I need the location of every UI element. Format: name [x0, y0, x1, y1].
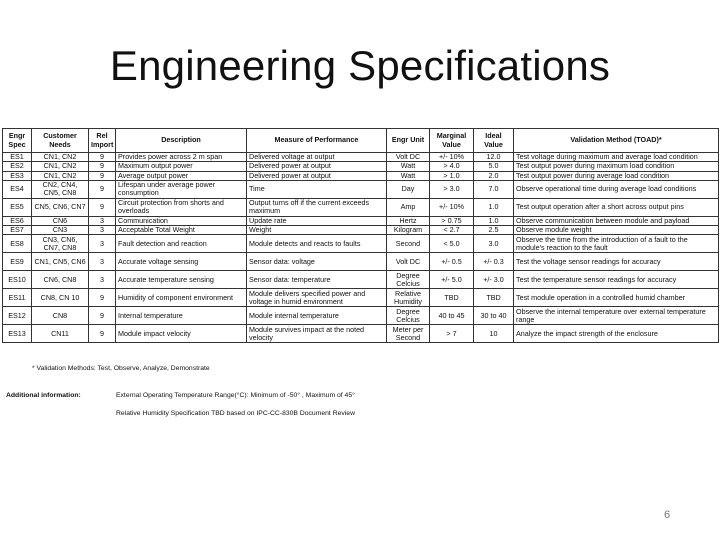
cell-validation-method: Observe module weight	[514, 226, 719, 235]
header-engr-spec: Engr Spec	[3, 129, 32, 153]
cell-engr-unit: Degree Celcius	[387, 307, 430, 325]
cell-marginal-value: > 3.0	[430, 180, 474, 198]
cell-validation-method: Test output power during maximum load condition	[514, 162, 719, 171]
table-row	[3, 271, 719, 289]
cell-marginal-value: +/- 10%	[430, 153, 474, 162]
cell-customer-needs: CN11	[32, 325, 89, 343]
cell-marginal-value: < 2.7	[430, 226, 474, 235]
cell-rel-import: 3	[89, 216, 116, 225]
table-body	[3, 153, 719, 343]
cell-description: Maximum output power	[116, 162, 247, 171]
cell-validation-method: Test the temperature sensor readings for accuracy	[514, 271, 719, 289]
cell-validation-method: Observe the time from the introduction of a fault to the module's reaction to the fault	[514, 235, 719, 253]
cell-engr-spec: ES2	[3, 162, 32, 171]
cell-ideal-value: 10	[474, 325, 514, 343]
cell-rel-import: 9	[89, 198, 116, 216]
header-engr-unit: Engr Unit	[387, 129, 430, 153]
cell-engr-unit: Volt DC	[387, 253, 430, 271]
cell-engr-spec: ES13	[3, 325, 32, 343]
cell-ideal-value: 2.5	[474, 226, 514, 235]
header-rel-import: Rel Import	[89, 129, 116, 153]
cell-customer-needs: CN8	[32, 307, 89, 325]
cell-ideal-value: 30 to 40	[474, 307, 514, 325]
cell-rel-import: 3	[89, 253, 116, 271]
cell-engr-unit: Relative Humidity	[387, 289, 430, 307]
additional-info-label: Additional information:	[6, 392, 81, 399]
cell-marginal-value: > 1.0	[430, 171, 474, 180]
cell-ideal-value: 1.0	[474, 216, 514, 225]
header-customer-needs: Customer Needs	[32, 129, 89, 153]
cell-ideal-value: 1.0	[474, 198, 514, 216]
cell-ideal-value: 2.0	[474, 171, 514, 180]
cell-customer-needs: CN2, CN4, CN5, CN8	[32, 180, 89, 198]
cell-ideal-value: 5.0	[474, 162, 514, 171]
cell-marginal-value: 40 to 45	[430, 307, 474, 325]
cell-ideal-value: TBD	[474, 289, 514, 307]
cell-ideal-value: +/- 3.0	[474, 271, 514, 289]
header-description: Description	[116, 129, 247, 153]
cell-engr-unit: Watt	[387, 171, 430, 180]
cell-description: Accurate temperature sensing	[116, 271, 247, 289]
cell-description: Communication	[116, 216, 247, 225]
cell-marginal-value: +/- 5.0	[430, 271, 474, 289]
cell-description: Internal temperature	[116, 307, 247, 325]
temperature-range-note: External Operating Temperature Range(°C): Minimum of -50° , Maximum of 45°	[116, 392, 355, 399]
cell-rel-import: 3	[89, 226, 116, 235]
cell-measure: Delivered voltage at output	[247, 153, 387, 162]
page-number: 6	[664, 509, 671, 521]
cell-customer-needs: CN3	[32, 226, 89, 235]
cell-marginal-value: +/- 0.5	[430, 253, 474, 271]
cell-marginal-value: > 0.75	[430, 216, 474, 225]
cell-ideal-value: 12.0	[474, 153, 514, 162]
cell-description: Humidity of component environment	[116, 289, 247, 307]
cell-customer-needs: CN1, CN2	[32, 171, 89, 180]
cell-rel-import: 9	[89, 325, 116, 343]
cell-engr-unit: Volt DC	[387, 153, 430, 162]
cell-customer-needs: CN6, CN8	[32, 271, 89, 289]
cell-measure: Module detects and reacts to faults	[247, 235, 387, 253]
cell-marginal-value: > 7	[430, 325, 474, 343]
cell-engr-unit: Meter per Second	[387, 325, 430, 343]
table-header-row	[3, 129, 719, 153]
cell-description: Average output power	[116, 171, 247, 180]
cell-engr-spec: ES12	[3, 307, 32, 325]
table-row	[3, 216, 719, 225]
cell-ideal-value: +/- 0.3	[474, 253, 514, 271]
cell-engr-spec: ES3	[3, 171, 32, 180]
cell-engr-spec: ES9	[3, 253, 32, 271]
table-row	[3, 198, 719, 216]
humidity-note: Relative Humidity Specification TBD based on IPC-CC-830B Document Review	[116, 410, 355, 417]
cell-rel-import: 3	[89, 235, 116, 253]
cell-rel-import: 9	[89, 171, 116, 180]
cell-description: Module impact velocity	[116, 325, 247, 343]
cell-marginal-value: TBD	[430, 289, 474, 307]
cell-validation-method: Test voltage during maximum and average load condition	[514, 153, 719, 162]
cell-rel-import: 9	[89, 180, 116, 198]
cell-validation-method: Observe operational time during average load conditions	[514, 180, 719, 198]
table-row	[3, 307, 719, 325]
cell-customer-needs: CN1, CN2	[32, 153, 89, 162]
cell-engr-unit: Second	[387, 235, 430, 253]
cell-customer-needs: CN8, CN 10	[32, 289, 89, 307]
table-row	[3, 180, 719, 198]
cell-measure: Delivered power at output	[247, 171, 387, 180]
cell-customer-needs: CN1, CN2	[32, 162, 89, 171]
cell-rel-import: 9	[89, 307, 116, 325]
cell-validation-method: Test output power during average load condition	[514, 171, 719, 180]
cell-measure: Module survives impact at the noted velocity	[247, 325, 387, 343]
cell-rel-import: 9	[89, 153, 116, 162]
cell-engr-spec: ES5	[3, 198, 32, 216]
table-row	[3, 235, 719, 253]
cell-engr-spec: ES8	[3, 235, 32, 253]
cell-engr-spec: ES11	[3, 289, 32, 307]
cell-ideal-value: 3.0	[474, 235, 514, 253]
header-marginal-value: Marginal Value	[430, 129, 474, 153]
cell-engr-unit: Day	[387, 180, 430, 198]
cell-engr-spec: ES4	[3, 180, 32, 198]
header-measure-of-performance: Measure of Performance	[247, 129, 387, 153]
cell-engr-spec: ES1	[3, 153, 32, 162]
table-row	[3, 325, 719, 343]
table-row	[3, 162, 719, 171]
cell-measure: Sensor data: temperature	[247, 271, 387, 289]
table-row	[3, 226, 719, 235]
cell-description: Lifespan under average power consumption	[116, 180, 247, 198]
cell-measure: Module delivers specified power and voltage in humid environment	[247, 289, 387, 307]
cell-marginal-value: < 5.0	[430, 235, 474, 253]
cell-validation-method: Test the voltage sensor readings for accuracy	[514, 253, 719, 271]
specifications-table	[2, 128, 719, 343]
cell-measure: Output turns off if the current exceeds maximum	[247, 198, 387, 216]
table-row	[3, 253, 719, 271]
cell-validation-method: Test module operation in a controlled humid chamber	[514, 289, 719, 307]
cell-description: Acceptable Total Weight	[116, 226, 247, 235]
cell-engr-unit: Amp	[387, 198, 430, 216]
cell-customer-needs: CN6	[32, 216, 89, 225]
cell-measure: Weight	[247, 226, 387, 235]
cell-engr-spec: ES6	[3, 216, 32, 225]
cell-description: Circuit protection from shorts and overloads	[116, 198, 247, 216]
cell-engr-unit: Hertz	[387, 216, 430, 225]
cell-engr-unit: Kilogram	[387, 226, 430, 235]
header-ideal-value: Ideal Value	[474, 129, 514, 153]
cell-marginal-value: > 4.0	[430, 162, 474, 171]
cell-description: Provides power across 2 m span	[116, 153, 247, 162]
cell-measure: Sensor data: voltage	[247, 253, 387, 271]
cell-customer-needs: CN5, CN6, CN7	[32, 198, 89, 216]
cell-validation-method: Test output operation after a short across output pins	[514, 198, 719, 216]
cell-engr-spec: ES7	[3, 226, 32, 235]
header-validation-method: Validation Method (TOAD)*	[514, 129, 719, 153]
cell-engr-unit: Degree Celcius	[387, 271, 430, 289]
cell-validation-method: Analyze the impact strength of the enclosure	[514, 325, 719, 343]
cell-validation-method: Observe communication between module and payload	[514, 216, 719, 225]
table-row	[3, 171, 719, 180]
table-row	[3, 153, 719, 162]
cell-measure: Delivered power at output	[247, 162, 387, 171]
cell-engr-spec: ES10	[3, 271, 32, 289]
cell-measure: Module internal temperature	[247, 307, 387, 325]
table-row	[3, 289, 719, 307]
cell-rel-import: 9	[89, 162, 116, 171]
cell-customer-needs: CN1, CN5, CN6	[32, 253, 89, 271]
cell-description: Fault detection and reaction	[116, 235, 247, 253]
cell-ideal-value: 7.0	[474, 180, 514, 198]
cell-rel-import: 9	[89, 289, 116, 307]
cell-measure: Update rate	[247, 216, 387, 225]
cell-engr-unit: Watt	[387, 162, 430, 171]
cell-validation-method: Observe the internal temperature over external temperature range	[514, 307, 719, 325]
cell-measure: Time	[247, 180, 387, 198]
cell-marginal-value: +/- 10%	[430, 198, 474, 216]
slide-title: Engineering Specifications	[109, 42, 611, 89]
cell-rel-import: 3	[89, 271, 116, 289]
cell-customer-needs: CN3, CN6, CN7, CN8	[32, 235, 89, 253]
cell-description: Accurate voltage sensing	[116, 253, 247, 271]
validation-methods-note: * Validation Methods: Test, Observe, Analyze, Demonstrate	[32, 365, 210, 372]
